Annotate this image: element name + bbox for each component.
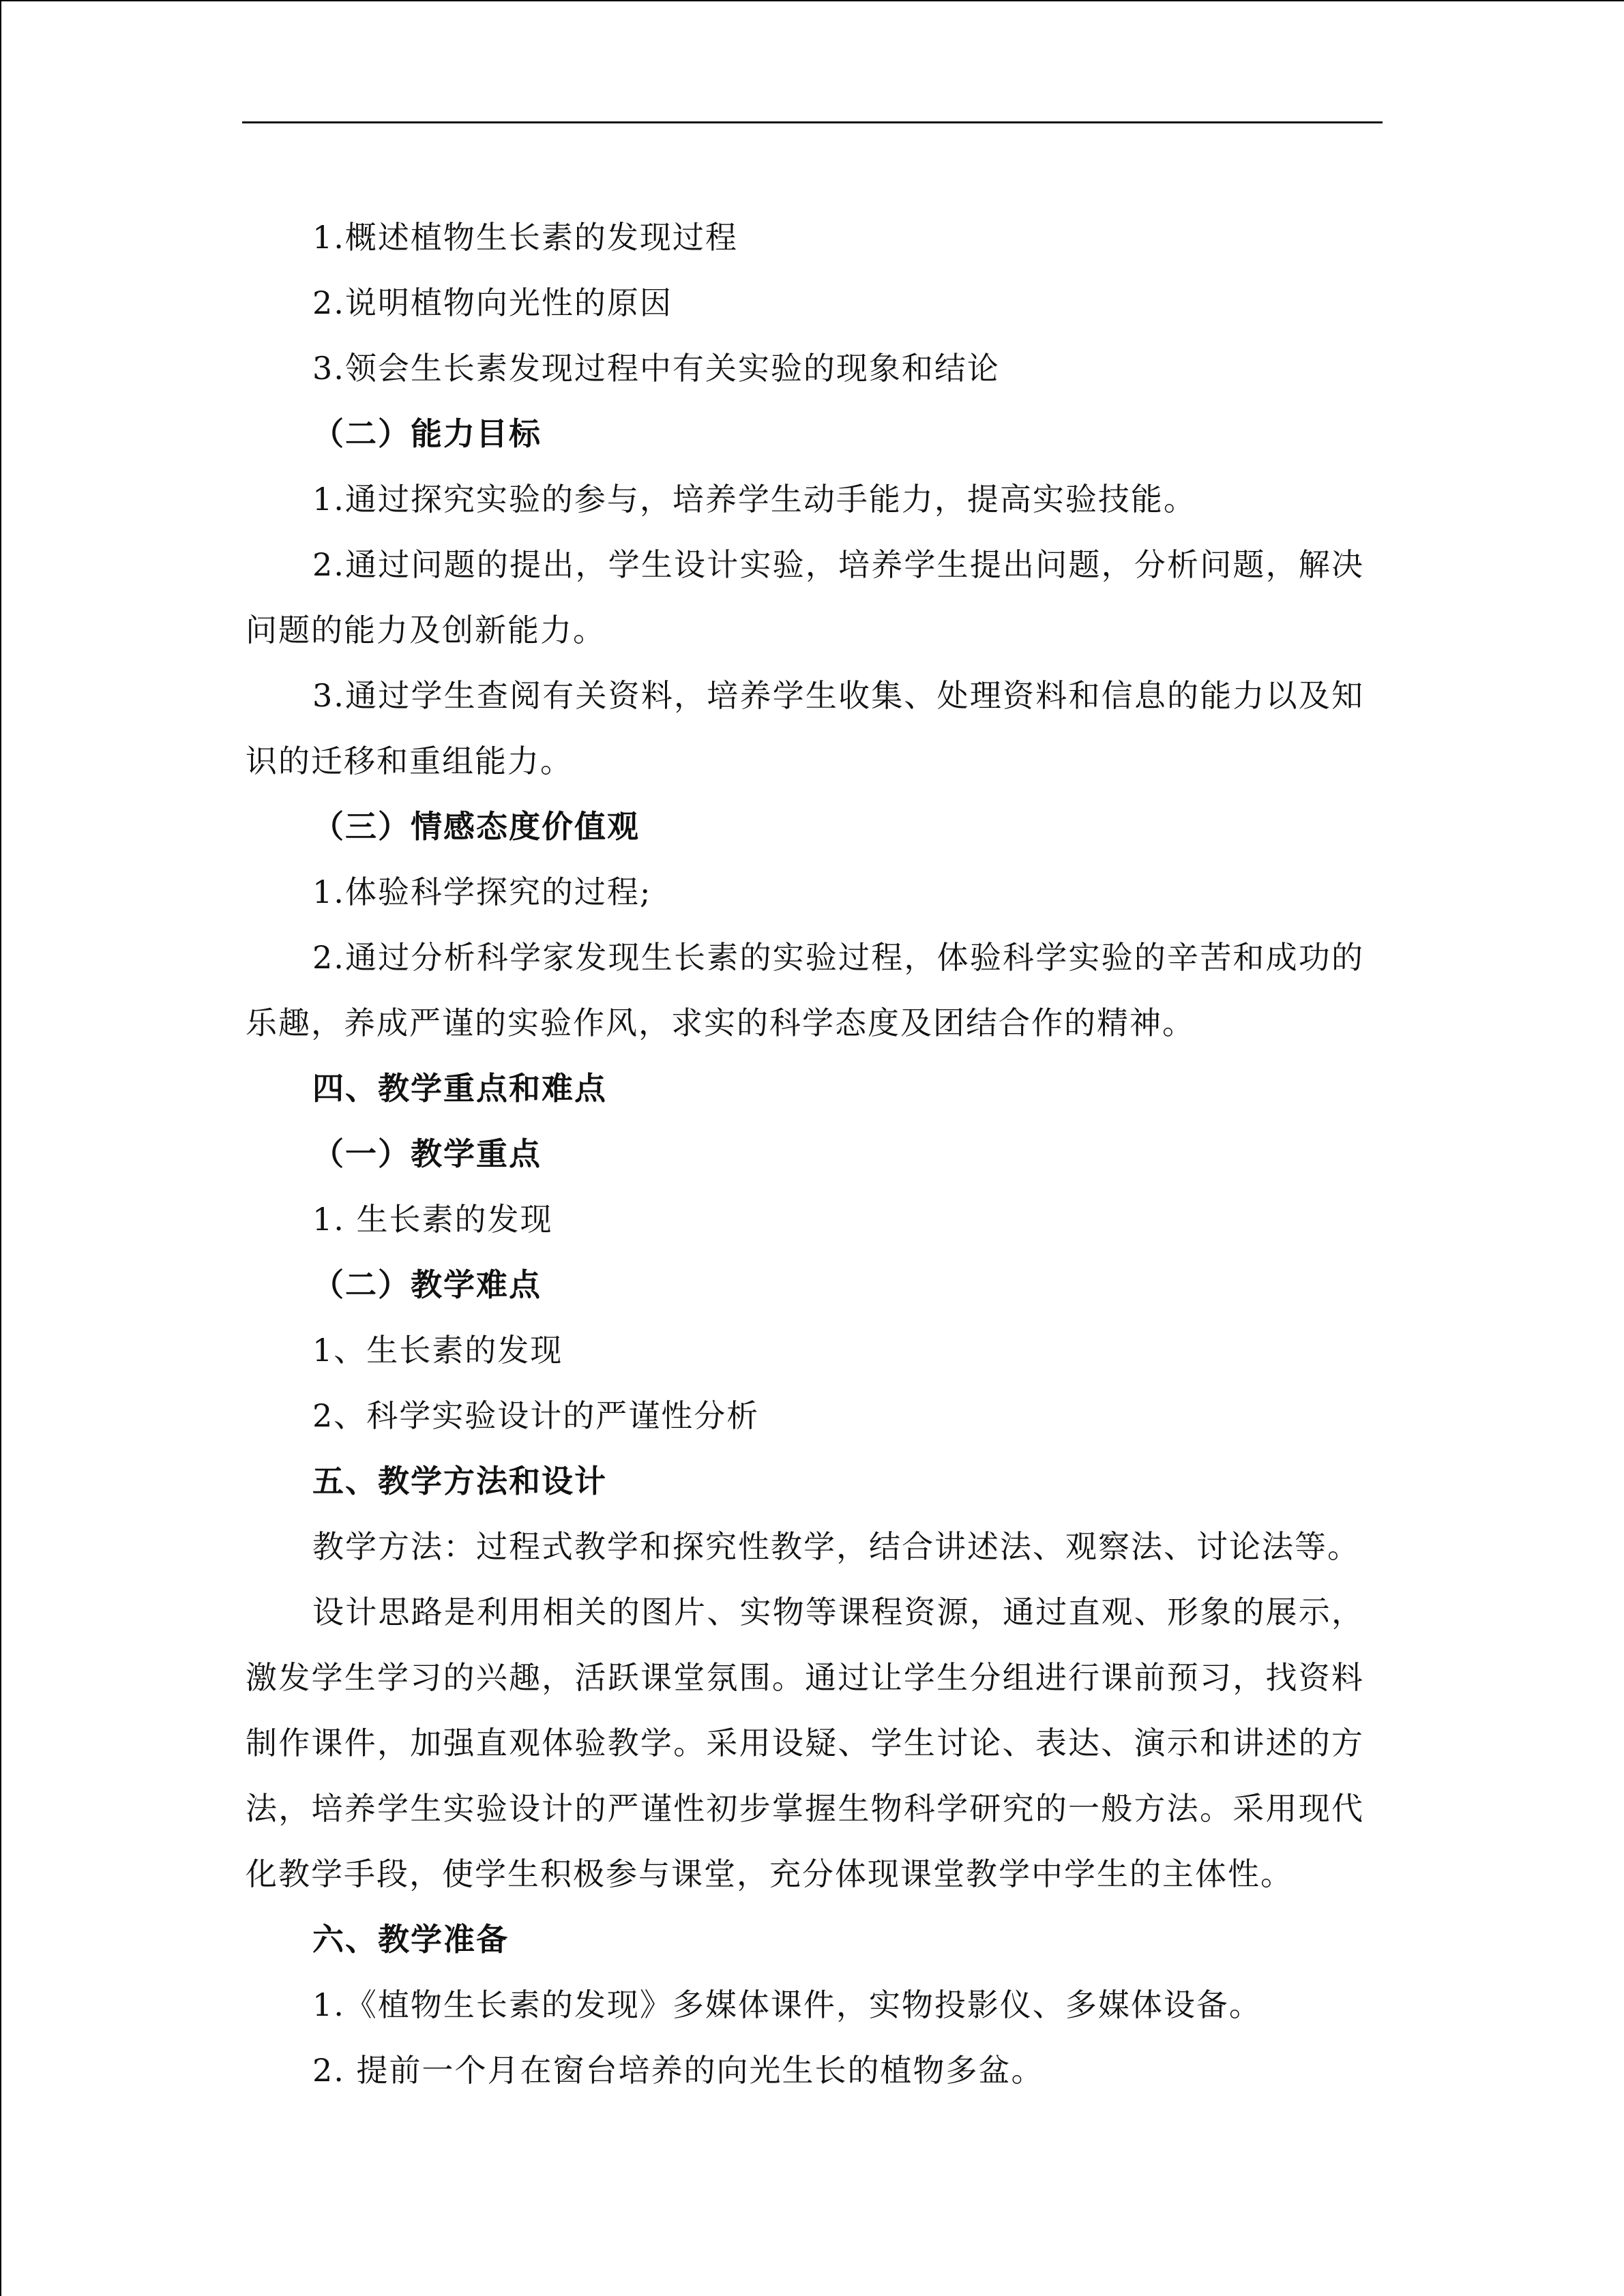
text-line: 2.说明植物向光性的原因 — [312, 284, 673, 321]
section-heading: 五、教学方法和设计 — [312, 1463, 607, 1500]
text-line: 1. 生长素的发现 — [312, 1201, 553, 1238]
text-line: 激发学生学习的兴趣，活跃课堂氛围。通过让学生分组进行课前预习，找资料 — [246, 1659, 1364, 1696]
section-heading: （二）能力目标 — [312, 415, 542, 452]
section-heading: 六、教学准备 — [312, 1921, 509, 1958]
text-line: 1.体验科学探究的过程; — [312, 874, 652, 910]
text-line: 识的迁移和重组能力。 — [246, 743, 573, 779]
section-heading: 四、教学重点和难点 — [312, 1070, 607, 1107]
section-heading: （一）教学重点 — [312, 1135, 542, 1172]
paragraph — [246, 663, 1364, 794]
text-line: 设计思路是利用相关的图片、实物等课程资源，通过直观、形象的展示， — [312, 1594, 1364, 1630]
text-line: 法，培养学生实验设计的严谨性初步掌握生物科学研究的一般方法。采用现代 — [246, 1790, 1364, 1827]
text-line: 3.通过学生查阅有关资料，培养学生收集、处理资料和信息的能力以及知 — [312, 677, 1364, 714]
text-line: 化教学手段，使学生积极参与课堂，充分体现课堂教学中学生的主体性。 — [246, 1855, 1293, 1892]
text-line: 1.通过探究实验的参与，培养学生动手能力，提高实验技能。 — [312, 481, 1196, 518]
text-line: 制作课件，加强直观体验教学。采用设疑、学生讨论、表达、演示和讲述的方 — [246, 1725, 1364, 1761]
document-body — [246, 205, 1364, 2103]
text-line: 教学方法：过程式教学和探究性教学，结合讲述法、观察法、讨论法等。 — [312, 1528, 1360, 1565]
section-heading: （三）情感态度价值观 — [312, 808, 640, 845]
text-line: 2. 提前一个月在窗台培养的向光生长的植物多盆。 — [312, 2052, 1044, 2089]
text-line: 2.通过问题的提出，学生设计实验，培养学生提出问题，分析问题，解决 — [312, 546, 1364, 583]
text-line: 问题的能力及创新能力。 — [246, 612, 606, 648]
paragraph — [246, 925, 1364, 1056]
text-line: 1.概述植物生长素的发现过程 — [312, 219, 738, 256]
paragraph — [246, 1579, 1364, 1907]
text-line: 乐趣，养成严谨的实验作风，求实的科学态度及团结合作的精神。 — [246, 1004, 1195, 1041]
text-line: 1.《植物生长素的发现》多媒体课件，实物投影仪、多媒体设备。 — [312, 1986, 1262, 2023]
text-line: 1、生长素的发现 — [312, 1332, 563, 1369]
text-line: 2.通过分析科学家发现生长素的实验过程，体验科学实验的辛苦和成功的 — [312, 939, 1364, 976]
header-rule — [242, 121, 1383, 123]
paragraph — [246, 532, 1364, 663]
text-line: 3.领会生长素发现过程中有关实验的现象和结论 — [312, 350, 1000, 387]
text-line: 2、科学实验设计的严谨性分析 — [312, 1397, 760, 1434]
section-heading: （二）教学难点 — [312, 1266, 542, 1303]
